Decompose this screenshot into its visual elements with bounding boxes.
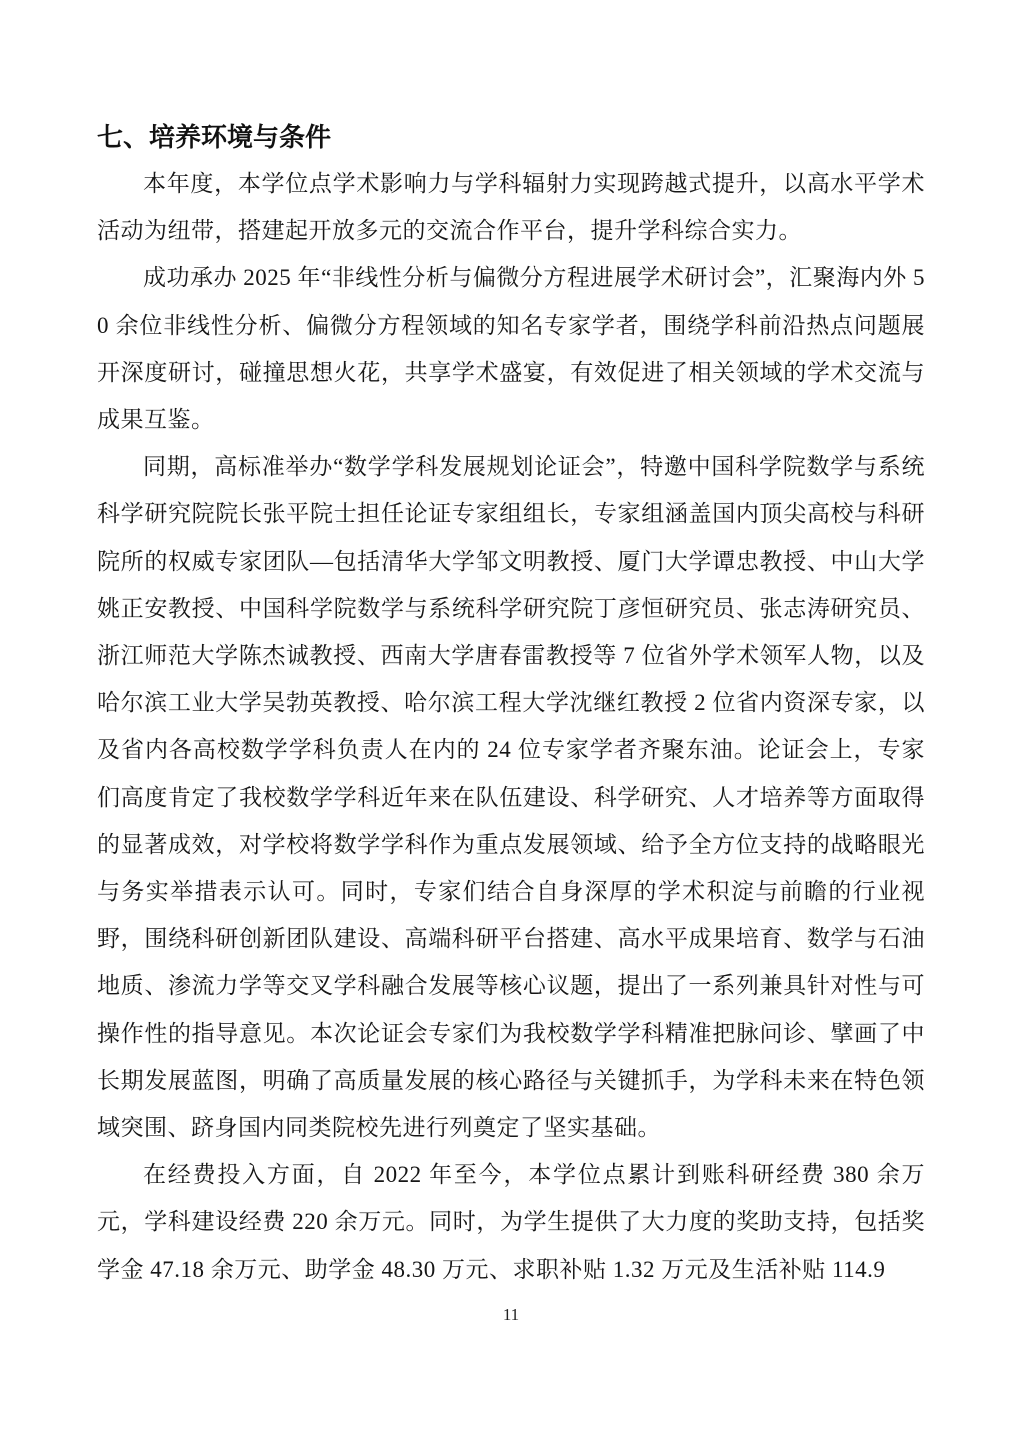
body-paragraph: 在经费投入方面，自 2022 年至今，本学位点累计到账科研经费 380 余万元，学科建设经费 220 余万元。同时，为学生提供了大力度的奖助支持，包括奖学金 47.18 余万元、助学金 48.30 万元、求职补贴 1.32 万元及生活补贴 114.9 [97, 1162, 925, 1282]
page-number: 11 [502, 1305, 520, 1324]
page-content [97, 0, 925, 1293]
section-heading: 七、培养环境与条件 [97, 122, 332, 152]
body-paragraph: 同期，高标准举办“数学学科发展规划论证会”，特邀中国科学院数学与系统科学研究院院长张平院士担任论证专家组组长，专家组涵盖国内顶尖高校与科研院所的权威专家团队—包括清华大学邹文明教授、厦门大学谭忠教授、中山大学姚正安教授、中国科学院数学与系统科学研究院丁彦恒研究员、张志涛研究员、浙江师范大学陈杰诚教授、西南大学唐春雷教授等 7 位省外学术领军人物，以及哈尔滨工业大学吴勃英教授、哈尔滨工程大学沈继红教授 2 位省内资深专家，以及省内各高校数学学科负责人在内的 24 位专家学者齐聚东油。论证会上，专家们高度肯定了我校数学学科近年来在队伍建设、科学研究、人才培养等方面取得的显著成效，对学校将数学学科作为重点发展领域、给予全方位支持的战略眼光与务实举措表示认可。同时，专家们结合自身深厚的学术积淀与前瞻的行业视野，围绕科研创新团队建设、高端科研平台搭建、高水平成果培育、数学与石油地质、渗流力学等交叉学科融合发展等核心议题，提出了一系列兼具针对性与可操作性的指导意见。本次论证会专家们为我校数学学科精准把脉问诊、擘画了中长期发展蓝图，明确了高质量发展的核心路径与关键抓手，为学科未来在特色领域突围、跻身国内同类院校先进行列奠定了坚实基础。 [97, 454, 925, 1141]
body-paragraph: 本年度，本学位点学术影响力与学科辐射力实现跨越式提升，以高水平学术活动为纽带，搭建起开放多元的交流合作平台，提升学科综合实力。 [97, 171, 925, 244]
body-paragraph: 成功承办 2025 年“非线性分析与偏微分方程进展学术研讨会”，汇聚海内外 50 余位非线性分析、偏微分方程领域的知名专家学者，围绕学科前沿热点问题展开深度研讨，碰撞思想火花，共享学术盛宴，有效促进了相关领域的学术交流与成果互鉴。 [97, 265, 925, 433]
